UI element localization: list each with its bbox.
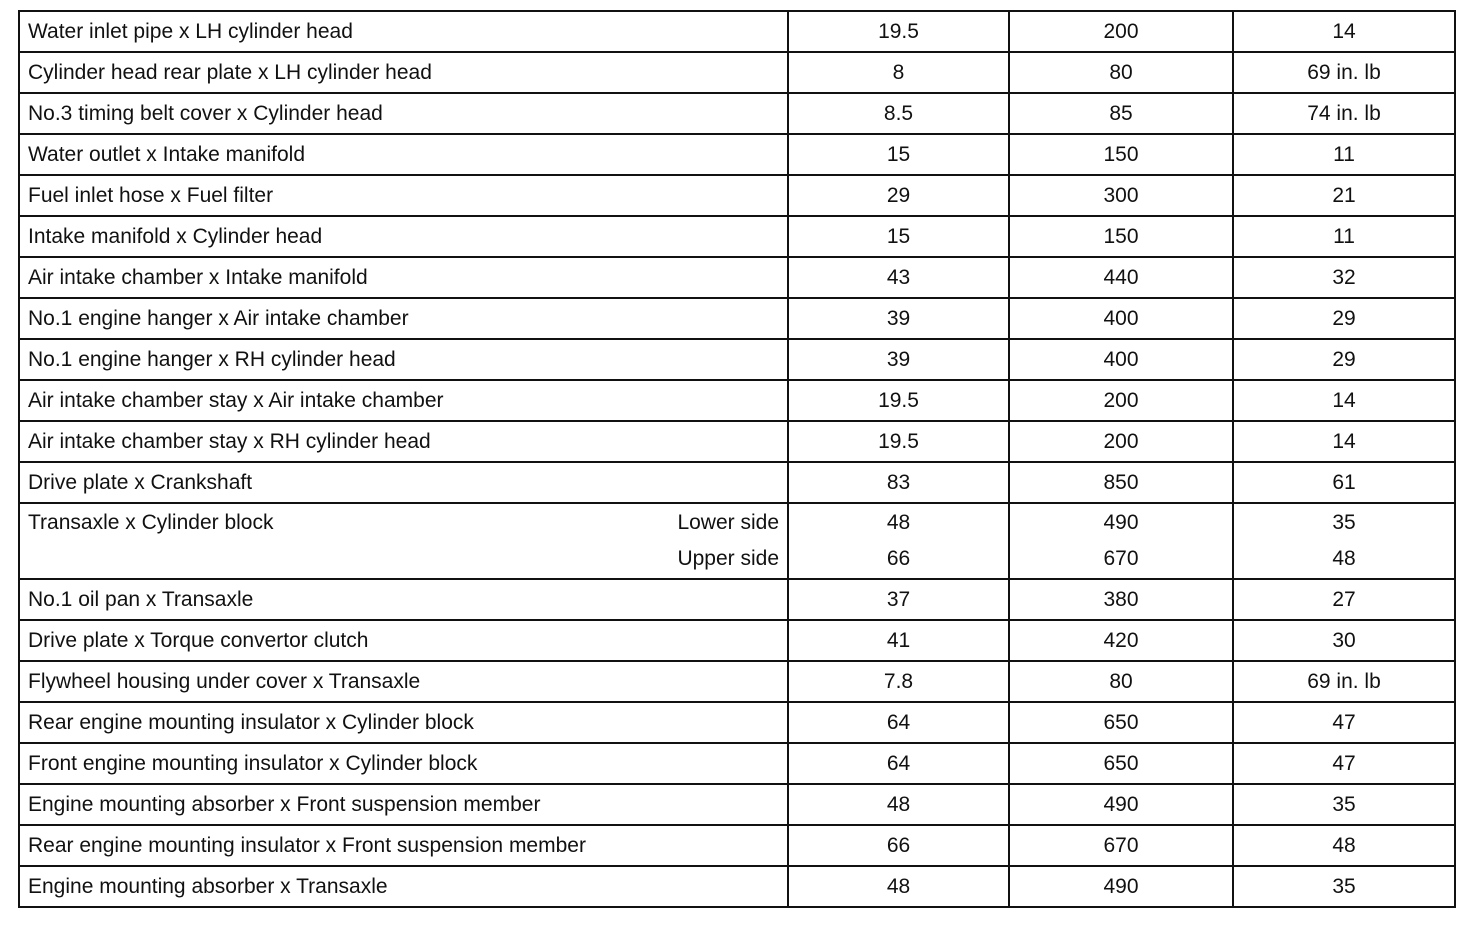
kgfcm-cell: 850	[1009, 462, 1233, 503]
table-row	[19, 743, 1455, 784]
kgfcm-cell: 400	[1009, 298, 1233, 339]
table-row	[19, 11, 1455, 52]
part-cell: Intake manifold x Cylinder head	[19, 216, 788, 257]
nm-cell: 83	[788, 462, 1009, 503]
part-cell: No.1 engine hanger x Air intake chamber	[19, 298, 788, 339]
kgfcm-cell: 300	[1009, 175, 1233, 216]
kgfcm-cell: 440	[1009, 257, 1233, 298]
nm-cell: 66	[788, 825, 1009, 866]
kgfcm-cell	[1009, 503, 1233, 579]
kgfcm-cell: 80	[1009, 52, 1233, 93]
ftlbf-cell	[1233, 503, 1455, 579]
ftlbf-cell: 21	[1233, 175, 1455, 216]
part-cell: Drive plate x Torque convertor clutch	[19, 620, 788, 661]
kgfcm-cell: 85	[1009, 93, 1233, 134]
table-row	[19, 257, 1455, 298]
split-part-label: Transaxle x Cylinder block	[28, 511, 274, 534]
kgfcm-cell: 420	[1009, 620, 1233, 661]
table-row	[19, 52, 1455, 93]
ftlbf-lower: 35	[1332, 511, 1356, 534]
kgfcm-cell: 150	[1009, 134, 1233, 175]
kgfcm-cell: 200	[1009, 380, 1233, 421]
part-cell: Front engine mounting insulator x Cylinder block	[19, 743, 788, 784]
nm-cell: 64	[788, 702, 1009, 743]
table-row	[19, 421, 1455, 462]
kgfcm-upper: 670	[1103, 547, 1139, 570]
nm-stack	[797, 509, 1000, 573]
part-cell: No.3 timing belt cover x Cylinder head	[19, 93, 788, 134]
part-cell: Water outlet x Intake manifold	[19, 134, 788, 175]
nm-lower: 48	[886, 511, 911, 534]
ftlbf-cell: 14	[1233, 421, 1455, 462]
table-row	[19, 661, 1455, 702]
part-cell	[19, 503, 788, 579]
ftlbf-cell: 32	[1233, 257, 1455, 298]
nm-cell: 48	[788, 866, 1009, 907]
table-row	[19, 216, 1455, 257]
nm-cell: 15	[788, 134, 1009, 175]
kgfcm-cell: 650	[1009, 702, 1233, 743]
table-row	[19, 339, 1455, 380]
ftlbf-cell: 14	[1233, 380, 1455, 421]
split-part-wrapper	[28, 509, 779, 573]
kgfcm-cell: 150	[1009, 216, 1233, 257]
ftlbf-cell: 69 in. lb	[1233, 52, 1455, 93]
kgfcm-cell: 400	[1009, 339, 1233, 380]
nm-cell: 43	[788, 257, 1009, 298]
ftlbf-cell: 35	[1233, 784, 1455, 825]
table-row	[19, 462, 1455, 503]
ftlbf-cell: 11	[1233, 216, 1455, 257]
nm-cell: 29	[788, 175, 1009, 216]
part-cell: Rear engine mounting insulator x Cylinder block	[19, 702, 788, 743]
ftlbf-cell: 74 in. lb	[1233, 93, 1455, 134]
table-row	[19, 579, 1455, 620]
kgfcm-cell: 670	[1009, 825, 1233, 866]
split-sub-labels	[677, 509, 779, 573]
sub-label-lower: Lower side	[677, 511, 779, 534]
ftlbf-stack	[1242, 509, 1446, 573]
part-cell: Air intake chamber stay x RH cylinder head	[19, 421, 788, 462]
kgfcm-lower: 490	[1103, 511, 1139, 534]
table-row	[19, 620, 1455, 661]
table-row	[19, 93, 1455, 134]
nm-cell: 8	[788, 52, 1009, 93]
nm-cell: 8.5	[788, 93, 1009, 134]
kgfcm-cell: 200	[1009, 11, 1233, 52]
ftlbf-cell: 61	[1233, 462, 1455, 503]
nm-cell: 39	[788, 298, 1009, 339]
kgfcm-cell: 650	[1009, 743, 1233, 784]
nm-cell: 64	[788, 743, 1009, 784]
table-row	[19, 380, 1455, 421]
ftlbf-cell: 47	[1233, 702, 1455, 743]
ftlbf-cell: 69 in. lb	[1233, 661, 1455, 702]
nm-cell: 39	[788, 339, 1009, 380]
nm-cell: 37	[788, 579, 1009, 620]
ftlbf-cell: 47	[1233, 743, 1455, 784]
table-row-split	[19, 503, 1455, 579]
part-cell: Air intake chamber x Intake manifold	[19, 257, 788, 298]
ftlbf-cell: 48	[1233, 825, 1455, 866]
torque-table-body	[19, 11, 1455, 907]
part-cell: Flywheel housing under cover x Transaxle	[19, 661, 788, 702]
ftlbf-upper: 48	[1332, 547, 1356, 570]
ftlbf-cell: 29	[1233, 339, 1455, 380]
kgfcm-cell: 490	[1009, 784, 1233, 825]
sub-label-upper: Upper side	[677, 547, 779, 570]
part-cell: Air intake chamber stay x Air intake chamber	[19, 380, 788, 421]
part-cell: Engine mounting absorber x Front suspension member	[19, 784, 788, 825]
table-row	[19, 866, 1455, 907]
table-row	[19, 784, 1455, 825]
kgfcm-stack	[1018, 509, 1224, 573]
part-cell: No.1 engine hanger x RH cylinder head	[19, 339, 788, 380]
kgfcm-cell: 490	[1009, 866, 1233, 907]
nm-cell: 19.5	[788, 11, 1009, 52]
table-row	[19, 702, 1455, 743]
nm-cell: 19.5	[788, 421, 1009, 462]
ftlbf-cell: 30	[1233, 620, 1455, 661]
torque-spec-table	[18, 10, 1456, 908]
part-cell: Fuel inlet hose x Fuel filter	[19, 175, 788, 216]
ftlbf-cell: 11	[1233, 134, 1455, 175]
table-row	[19, 134, 1455, 175]
part-cell: No.1 oil pan x Transaxle	[19, 579, 788, 620]
kgfcm-cell: 380	[1009, 579, 1233, 620]
nm-cell: 7.8	[788, 661, 1009, 702]
part-cell: Engine mounting absorber x Transaxle	[19, 866, 788, 907]
part-cell: Cylinder head rear plate x LH cylinder head	[19, 52, 788, 93]
part-cell: Water inlet pipe x LH cylinder head	[19, 11, 788, 52]
kgfcm-cell: 200	[1009, 421, 1233, 462]
table-row	[19, 175, 1455, 216]
nm-cell: 19.5	[788, 380, 1009, 421]
ftlbf-cell: 27	[1233, 579, 1455, 620]
table-row	[19, 825, 1455, 866]
nm-upper: 66	[886, 547, 911, 570]
ftlbf-cell: 14	[1233, 11, 1455, 52]
nm-cell: 15	[788, 216, 1009, 257]
nm-cell: 41	[788, 620, 1009, 661]
part-cell: Drive plate x Crankshaft	[19, 462, 788, 503]
nm-cell	[788, 503, 1009, 579]
ftlbf-cell: 35	[1233, 866, 1455, 907]
nm-cell: 48	[788, 784, 1009, 825]
ftlbf-cell: 29	[1233, 298, 1455, 339]
part-cell: Rear engine mounting insulator x Front suspension member	[19, 825, 788, 866]
table-row	[19, 298, 1455, 339]
kgfcm-cell: 80	[1009, 661, 1233, 702]
